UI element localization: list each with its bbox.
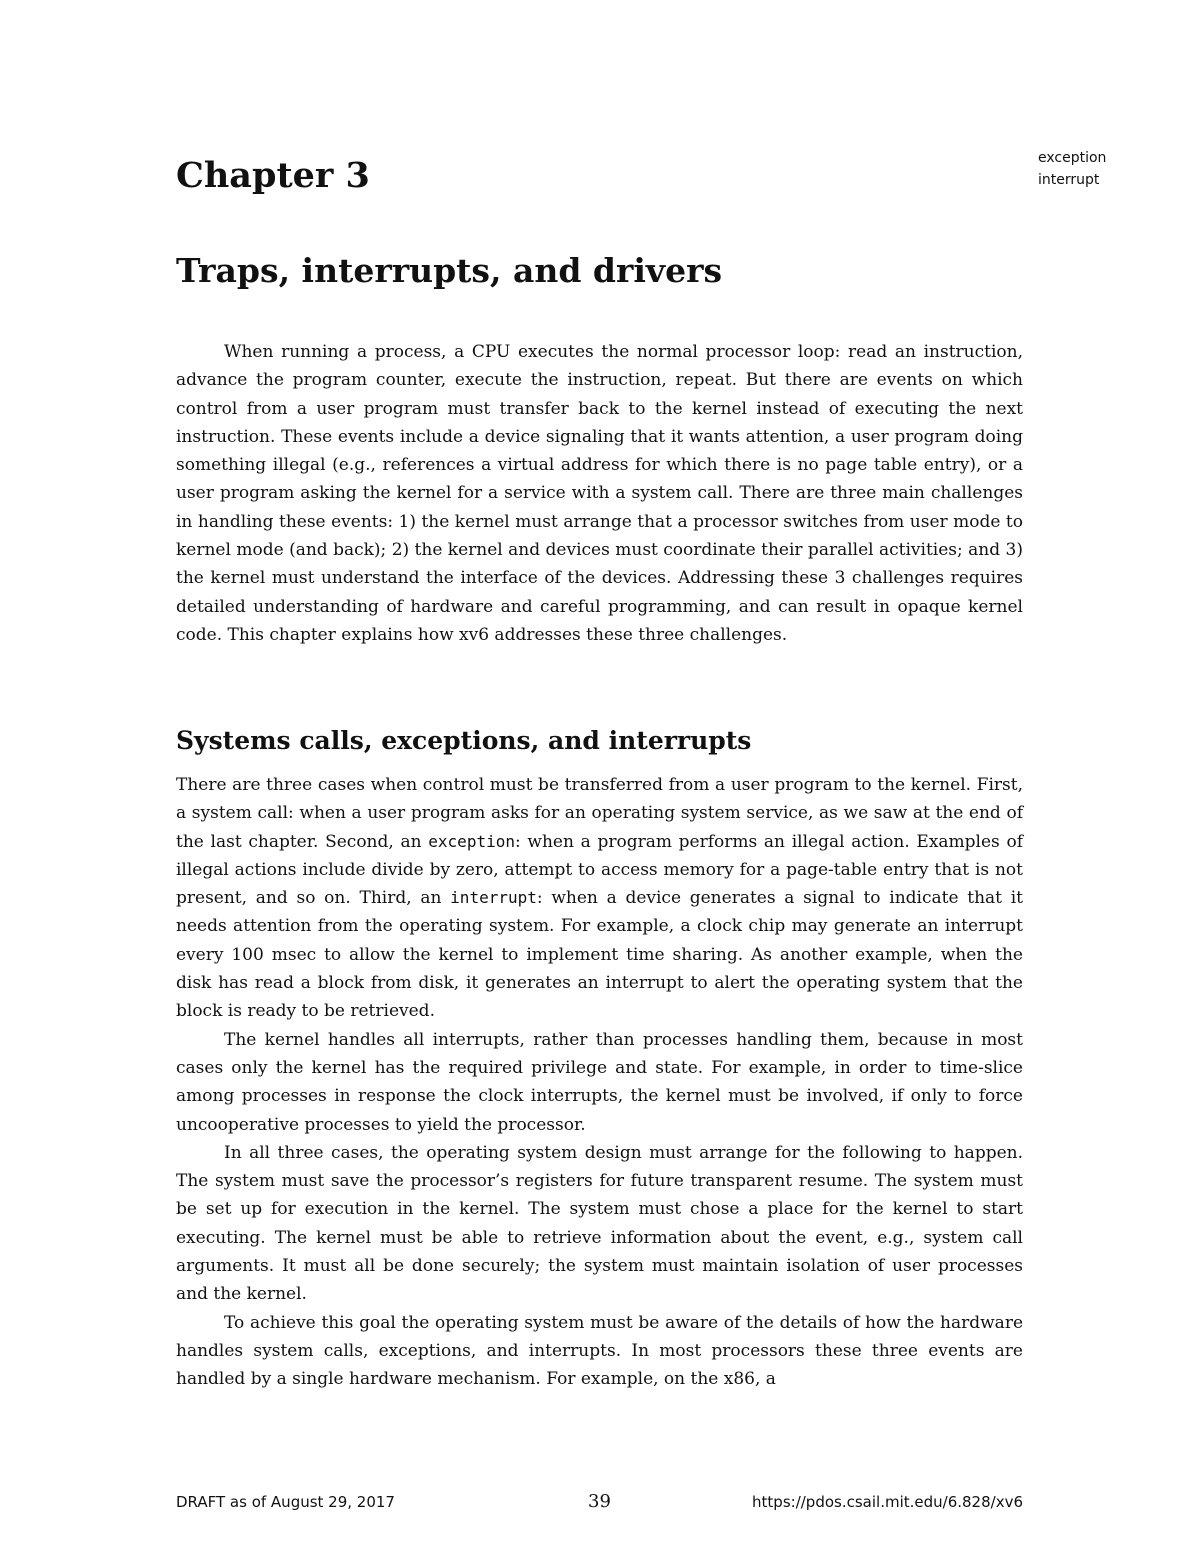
chapter-title: Traps, interrupts, and drivers xyxy=(176,251,723,290)
section-body xyxy=(176,771,1023,1394)
section-paragraph-1-part1: There are three cases when control must be transferred from a user program to the kernel. First, a system call: when a user program asks for an operating system service, as we saw at the end of the last chapter. Second, an xyxy=(176,775,1023,852)
margin-note-interrupt: interrupt xyxy=(1038,172,1100,188)
footer-url: https://pdos.csail.mit.edu/6.828/xv6 xyxy=(752,1493,1023,1511)
section-paragraph-1-part3: : when a device generates a signal to indicate that it needs attention from the operating system. For example, a clock chip may generate an interrupt every 100 msec to allow the kernel to implement time sharing. As another example, when the disk has read a block from disk, it generates an interrupt to alert the operating system that the block is ready to be retrieved. xyxy=(176,888,1023,1022)
section-paragraph-1 xyxy=(176,771,1023,1026)
term-interrupt: interrupt xyxy=(450,888,537,908)
section-paragraph-1-part2: : when a program performs an illegal action. Examples of illegal actions include divide by zero, attempt to access memory for a page-table entry that is not present, and so on. Third, an xyxy=(176,831,1024,909)
margin-notes xyxy=(1038,147,1158,191)
section-paragraph-4: To achieve this goal the operating system must be aware of the details of how the hardware handles system calls, exceptions, and interrupts. In most processors these three events are handled by a single hardware mechanism. For example, on the x86, a xyxy=(176,1312,1023,1390)
footer-draft-date: DRAFT as of August 29, 2017 xyxy=(176,1493,395,1511)
page-footer xyxy=(176,1488,1023,1516)
term-exception: exception xyxy=(428,831,515,851)
chapter-label: Chapter 3 xyxy=(176,155,370,196)
footer-page-number: 39 xyxy=(588,1491,611,1512)
intro-paragraph: When running a process, a CPU executes the normal processor loop: read an instruction, advance the program counter, execute the instruction, repeat. But there are events on which control from a user program must transfer back to the kernel instead of executing the next instruction. These events include a device signaling that it wants attention, a user program doing something illegal (e.g., references a virtual address for which there is no page table entry), or a user program asking the kernel for a service with a system call. There are three main challenges in handling these events: 1) the kernel must arrange that a processor switches from user mode to kernel mode (and back); 2) the kernel and devices must coordinate their parallel activities; and 3) the kernel must understand the interface of the devices. Addressing these 3 challenges requires detailed understanding of hardware and careful programming, and can result in opaque kernel code. This chapter explains how xv6 addresses these three challenges. xyxy=(176,342,1023,645)
section-paragraph-3: In all three cases, the operating system design must arrange for the following to happen. The system must save the processor’s registers for future transparent resume. The system must be set up for execution in the kernel. The system must chose a place for the kernel to start executing. The kernel must be able to retrieve information about the event, e.g., system call arguments. It must all be done securely; the system must maintain isolation of user processes and the kernel. xyxy=(176,1142,1023,1305)
section-heading: Systems calls, exceptions, and interrupts xyxy=(176,726,752,755)
margin-note-exception: exception xyxy=(1038,150,1107,166)
section-paragraph-2: The kernel handles all interrupts, rather than processes handling them, because in most cases only the kernel has the required privilege and state. For example, in order to time-slice among processes in response the clock interrupts, the kernel must be involved, if only to force uncooperative processes to yield the processor. xyxy=(176,1029,1023,1135)
